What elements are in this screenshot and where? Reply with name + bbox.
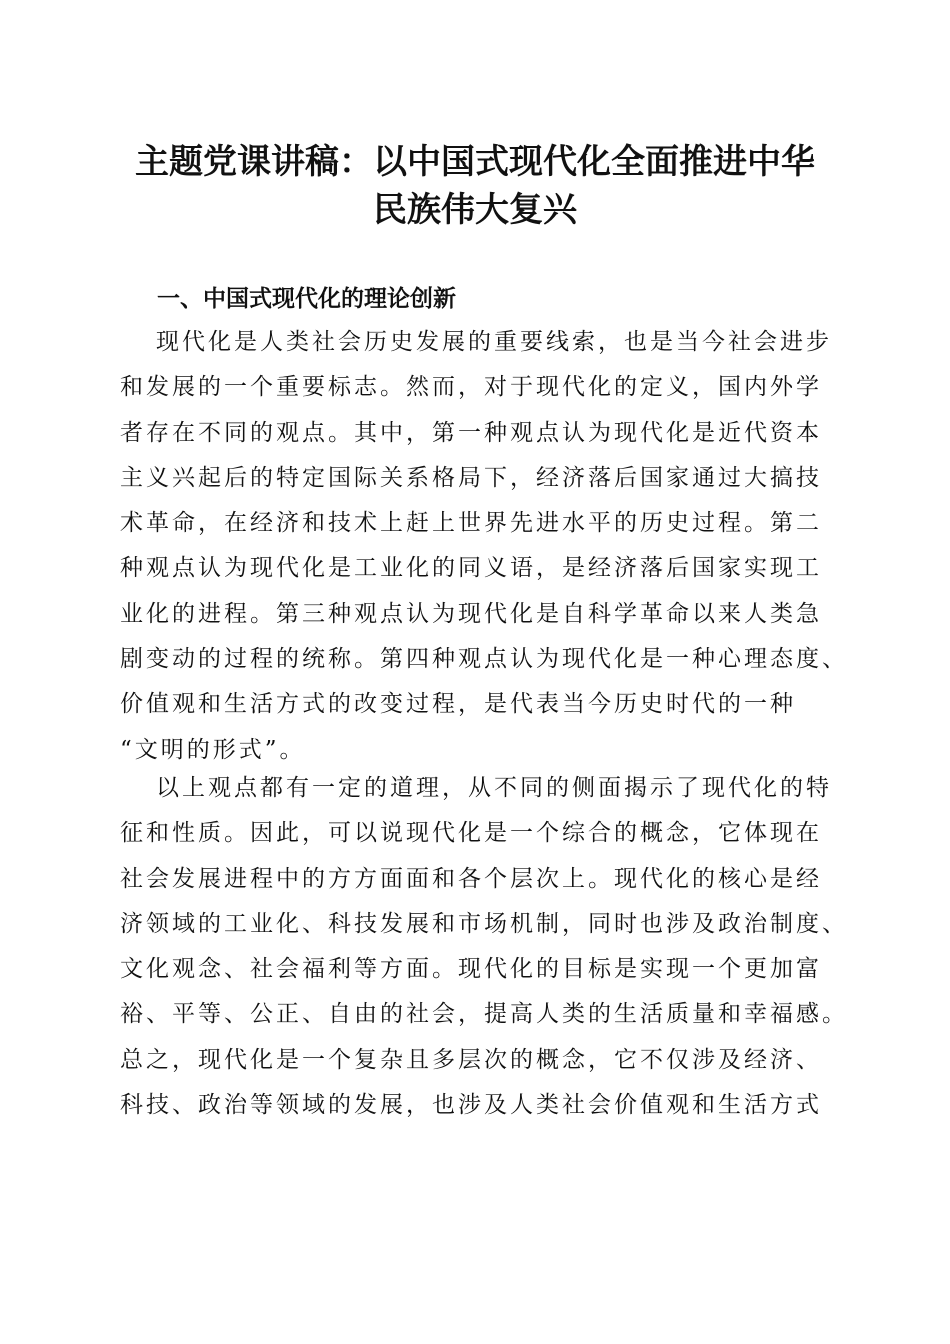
paragraph-line: 以上观点都有一定的道理，从不同的侧面揭示了现代化的特	[156, 775, 832, 801]
paragraph-line: 剧变动的过程的统称。第四种观点认为现代化是一种心理态度、	[120, 646, 848, 673]
title-line-2: 民族伟大复兴	[373, 190, 577, 230]
paragraph-1	[120, 320, 848, 773]
document-title	[100, 138, 850, 234]
paragraph-line: 术革命，在经济和技术上赶上世界先进水平的历史过程。第二	[120, 510, 822, 537]
paragraph-line: 科技、政治等领域的发展，也涉及人类社会价值观和生活方式	[120, 1092, 822, 1119]
paragraph-line: 和发展的一个重要标志。然而，对于现代化的定义，国内外学	[120, 374, 822, 401]
paragraph-line: “文明的形式”。	[120, 736, 306, 763]
paragraph-line: 业化的进程。第三种观点认为现代化是自科学革命以来人类急	[120, 600, 822, 627]
paragraph-line: 济领域的工业化、科技发展和市场机制，同时也涉及政治制度、	[120, 910, 848, 937]
paragraph-2	[120, 766, 848, 1128]
section-heading: 一、中国式现代化的理论创新	[157, 286, 456, 312]
paragraph-line: 裕、平等、公正、自由的社会，提高人类的生活质量和幸福感。	[120, 1001, 848, 1028]
paragraph-line: 者存在不同的观点。其中，第一种观点认为现代化是近代资本	[120, 419, 822, 446]
paragraph-line: 种观点认为现代化是工业化的同义语，是经济落后国家实现工	[120, 555, 822, 582]
paragraph-line: 社会发展进程中的方方面面和各个层次上。现代化的核心是经	[120, 865, 822, 892]
paragraph-line: 主义兴起后的特定国际关系格局下，经济落后国家通过大搞技	[120, 464, 822, 491]
title-line-1: 主题党课讲稿：以中国式现代化全面推进中华	[135, 142, 815, 182]
paragraph-line: 征和性质。因此，可以说现代化是一个综合的概念，它体现在	[120, 820, 822, 847]
paragraph-line: 现代化是人类社会历史发展的重要线索，也是当今社会进步	[156, 329, 832, 355]
paragraph-line: 文化观念、社会福利等方面。现代化的目标是实现一个更加富	[120, 956, 822, 983]
paragraph-line: 价值观和生活方式的改变过程，是代表当今历史时代的一种	[120, 691, 796, 718]
paragraph-line: 总之，现代化是一个复杂且多层次的概念，它不仅涉及经济、	[120, 1046, 822, 1073]
